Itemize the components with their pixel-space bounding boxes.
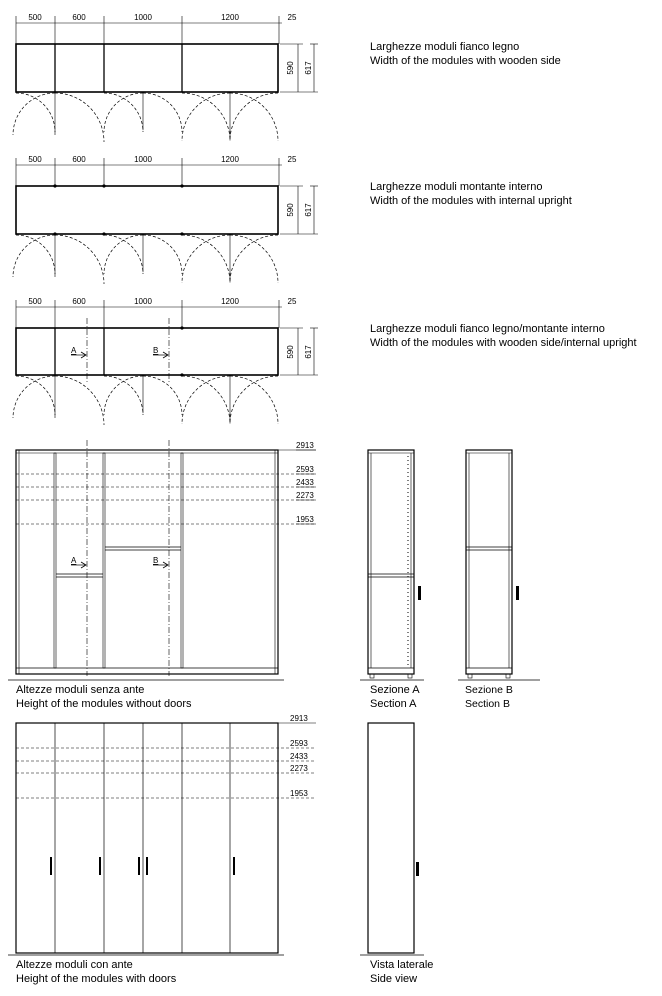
plan2-width-4: 1200 [221,155,239,164]
section-b-caption-it: Sezione B [465,684,513,696]
side-view-caption [370,958,433,986]
plan-view-mixed [13,300,318,425]
elevation-doors-caption-en: Height of the modules with doors [16,973,177,985]
plan-view-wooden-side [13,16,318,142]
elevation-with-doors [8,723,316,955]
plan2-depth-2: 617 [304,203,313,217]
plan2-width-2: 600 [72,155,86,164]
plan3-width-3: 1000 [134,297,152,306]
elevation-without-doors [8,440,316,680]
plan1-caption-it: Larghezze moduli fianco legno [370,41,520,53]
plan3-caption [370,322,637,350]
doors-height-1953-label: 1953 [290,789,308,798]
plan1-width-5: 25 [287,13,297,22]
plan3-caption-en: Width of the modules with wooden side/internal upright [370,337,637,349]
section-b-caption-en: Section B [465,698,510,710]
section-a-caption [370,683,420,711]
elevation-no-doors-caption-it: Altezze moduli senza ante [16,684,145,696]
plan3-depth-2: 617 [304,345,313,359]
plan1-caption [370,40,561,68]
doors-height-2273-label: 2273 [290,764,308,773]
side-view [360,723,424,955]
plan1-width-2: 600 [72,13,86,22]
elevation-section-b-mark: B [153,556,159,565]
plan3-width-4: 1200 [221,297,239,306]
height-2433-label: 2433 [296,478,314,487]
side-view-caption-en: Side view [370,973,418,985]
plan1-depth-2: 617 [304,61,313,75]
doors-height-2913-label: 2913 [290,714,308,723]
plan3-caption-it: Larghezze moduli fianco legno/montante interno [370,323,605,335]
plan2-caption-it: Larghezze moduli montante interno [370,181,543,193]
section-b-caption [465,683,513,711]
plan1-width-1: 500 [28,13,42,22]
plan2-width-5: 25 [287,155,297,164]
plan1-depth-1: 590 [286,61,295,75]
section-b-view [458,450,540,680]
height-2273-label: 2273 [296,491,314,500]
height-2913-label: 2913 [296,441,314,450]
section-a-caption-en: Section A [370,698,417,710]
plan1-width-3: 1000 [134,13,152,22]
plan3-width-5: 25 [287,297,297,306]
plan-view-internal-upright [13,158,318,284]
plan2-caption-en: Width of the modules with internal upright [370,195,572,207]
plan1-caption-en: Width of the modules with wooden side [370,55,561,67]
plan3-depth-1: 590 [286,345,295,359]
section-a-view [360,450,424,680]
elevation-no-doors-caption-en: Height of the modules without doors [16,698,192,710]
doors-height-2433-label: 2433 [290,752,308,761]
plan3-section-b-mark: B [153,346,159,355]
elevation-section-a-mark: A [71,556,77,565]
elevation-no-doors-caption [16,683,192,711]
plan3-width-1: 500 [28,297,42,306]
side-view-caption-it: Vista laterale [370,959,434,971]
plan2-depth-1: 590 [286,203,295,217]
plan1-width-4: 1200 [221,13,239,22]
height-2593-label: 2593 [296,465,314,474]
plan3-section-a-mark: A [71,346,77,355]
plan2-width-3: 1000 [134,155,152,164]
plan3-width-2: 600 [72,297,86,306]
plan2-caption [370,180,572,208]
elevation-doors-caption-it: Altezze moduli con ante [16,959,133,971]
plan2-width-1: 500 [28,155,42,164]
height-1953-label: 1953 [296,515,314,524]
elevation-doors-caption [16,958,176,986]
doors-height-2593-label: 2593 [290,739,308,748]
section-a-caption-it: Sezione A [370,684,420,696]
